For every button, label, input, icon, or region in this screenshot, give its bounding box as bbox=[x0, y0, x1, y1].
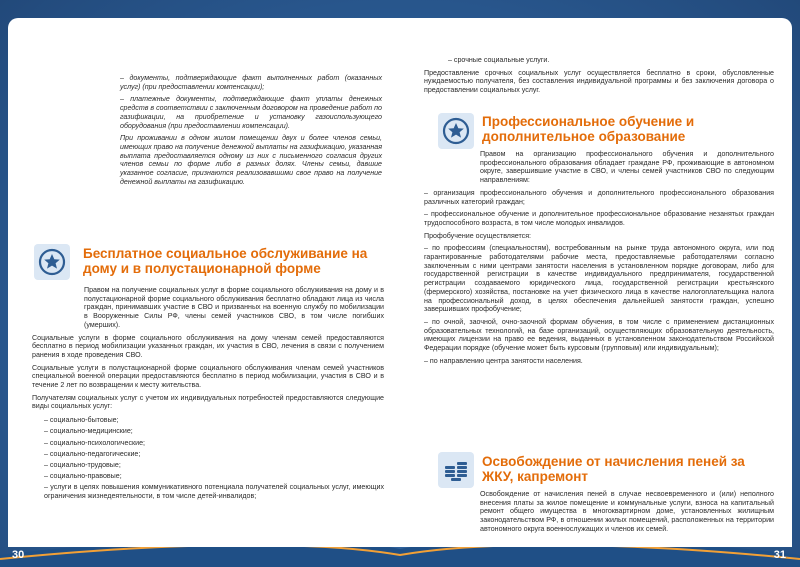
list-item: – социально-медицинские; bbox=[44, 427, 133, 436]
paragraph: – документы, подтверждающие факт выполненных работ (оказанных услуг) (при предоставлении компенсации); bbox=[120, 74, 382, 91]
paragraph: – профессиональное обучение и дополнительное профессиональное образование незанятых граждан трудоспособного возраста, в том числе молодых инвалидов. bbox=[424, 210, 774, 227]
list-item: – услуги в целях повышения коммуникативного потенциала получателей социальных услуг, имеющих ограничения жизнедеятельности, в том числе детей-инвалидов; bbox=[44, 483, 384, 501]
section-heading bbox=[83, 246, 383, 276]
list-item: – социально-бытовые; bbox=[44, 416, 119, 425]
page-number-right: 31 bbox=[773, 549, 786, 561]
section-heading bbox=[482, 114, 762, 144]
paragraph: При проживании в одном жилом помещении двух и более членов семьи, имеющих право на получение денежной выплаты на газификацию, указанная выплата предоставляется одному из них с письменного согласия других членов семьи по форме либо в разных долях. Члены семьи, давшие указанное согласие, признаются реализовавшими свое право на получение денежной выплаты на газификацию. bbox=[120, 134, 382, 186]
paragraph: – по очной, заочной, очно-заочной формам обучения, в том числе с применением дистанционных образовательных технологий, на базе организаций, осуществляющих образовательную деятельность, имеющих лицензии на право ее ведения, выданных в установленном законодательством Российской Федерации порядке (обучение может быть курсовым (групповым) или индивидуальным); bbox=[424, 317, 774, 353]
paragraph: Предоставление срочных социальных услуг осуществляется бесплатно в сроки, обусловленные нуждаемостью получателя, без составления индивидуальной программы и без заключения договора о предоставлении социальных услуг. bbox=[424, 68, 774, 95]
right-section1-body bbox=[424, 150, 774, 369]
coin-stack-icon bbox=[438, 452, 474, 488]
star-badge-icon bbox=[438, 113, 474, 149]
paragraph: – срочные социальные услуги. bbox=[448, 56, 550, 64]
paragraph: Получателям социальных услуг с учетом их индивидуальных потребностей предоставляются следующие виды социальных услуг: bbox=[32, 393, 384, 411]
paragraph: Правом на организацию профессионального обучения и дополнительного профессионального образования обладает гражданe РФ, проживающие в автономном округе, завершившие участие в СВО, и члены семей участников СВО по следующим направлениям: bbox=[480, 150, 774, 185]
paragraph: – организация профессионального обучения и дополнительного профессионального образования различных категорий граждан; bbox=[424, 188, 774, 206]
paragraph: Правом на получение социальных услуг в форме социального обслуживания на дому и в полустационарной форме социального обслуживания бесплатно обладают лица из числа граждан, принимавших участие в СВО и призванных на военную службу по мобилизации в Вооруженные Силы РФ, члены семей участников СВО, в том числе погибших (умерших). bbox=[84, 286, 384, 329]
right-top-text bbox=[424, 56, 774, 99]
paragraph: – платежные документы, подтверждающие факт уплаты денежных средств в соответствии с заключенным договором на проведение работ по газификации, на приобретение и установку газоиспользующего оборудования (при предоставлении компенсации). bbox=[120, 95, 382, 130]
right-page bbox=[400, 18, 792, 547]
paragraph: – по направлению центра занятости населения. bbox=[424, 356, 583, 365]
paragraph: Социальные услуги в форме социального обслуживания на дому членам семей предоставляются бесплатно в период мобилизации указанных граждан, их участия в СВО, лечения в связи с получением ранения в ходе проведения СВО. bbox=[32, 333, 384, 359]
section-title: Бесплатное социальное обслуживание на дому и в полустационарной форме bbox=[83, 246, 368, 276]
section-heading bbox=[482, 454, 762, 484]
left-page bbox=[8, 18, 400, 547]
services-list bbox=[32, 416, 384, 501]
left-section-body bbox=[32, 286, 384, 503]
right-section2-body bbox=[424, 490, 774, 538]
section-title: Освобождение от начисления пеней за ЖКУ, капремонт bbox=[482, 454, 745, 484]
paragraph: Профобучение осуществляется: bbox=[424, 231, 532, 240]
page-number-left: 30 bbox=[12, 549, 25, 561]
list-item: – социально-правовые; bbox=[44, 472, 122, 481]
section-title: Профессиональное обучение и дополнительное образование bbox=[482, 114, 695, 144]
paragraph: Освобождение от начисления пеней в случае несвоевременного и (или) неполного внесения платы за жилое помещение и коммунальные услуги, взноса на капитальный ремонт общего имущества в многоквартирном доме, установленных жилищным законодательством РФ, в отношении жилых помещений, расположенных на территории автономного округа военнослужащих и членов их семей. bbox=[480, 490, 774, 533]
paragraph: Социальные услуги в полустационарной форме социального обслуживания членам семей участников специальной военной операции предоставляются бесплатно в период мобилизации, участия в СВО и в течение 2 лет по возвращении к месту жительства. bbox=[32, 363, 384, 390]
left-top-text bbox=[120, 74, 382, 190]
paragraph: – по профессиям (специальностям), востребованным на рынке труда автономного округа, или под гарантированные работодателями рабочие места, предоставляемые работодателями согласно заключенным с ними центрами занятости населения в установленном порядке договорам, либо для государственной регистрации в качестве индивидуального предпринимателя, государственной регистрации создаваемого юридического лица, государственной регистрации крестьянского (фермерского) хозяйства, постановке на учет физического лица в качестве налогоплательщика налога на профессиональный доход, в целях обеспечения дальнейшей занятости граждан, успешно завершивших профобучение; bbox=[424, 244, 774, 314]
star-badge-icon bbox=[34, 244, 70, 280]
list-item: – социально-психологические; bbox=[44, 438, 146, 447]
list-item: – социально-педагогические; bbox=[44, 449, 141, 458]
list-item: – социально-трудовые; bbox=[44, 460, 121, 469]
